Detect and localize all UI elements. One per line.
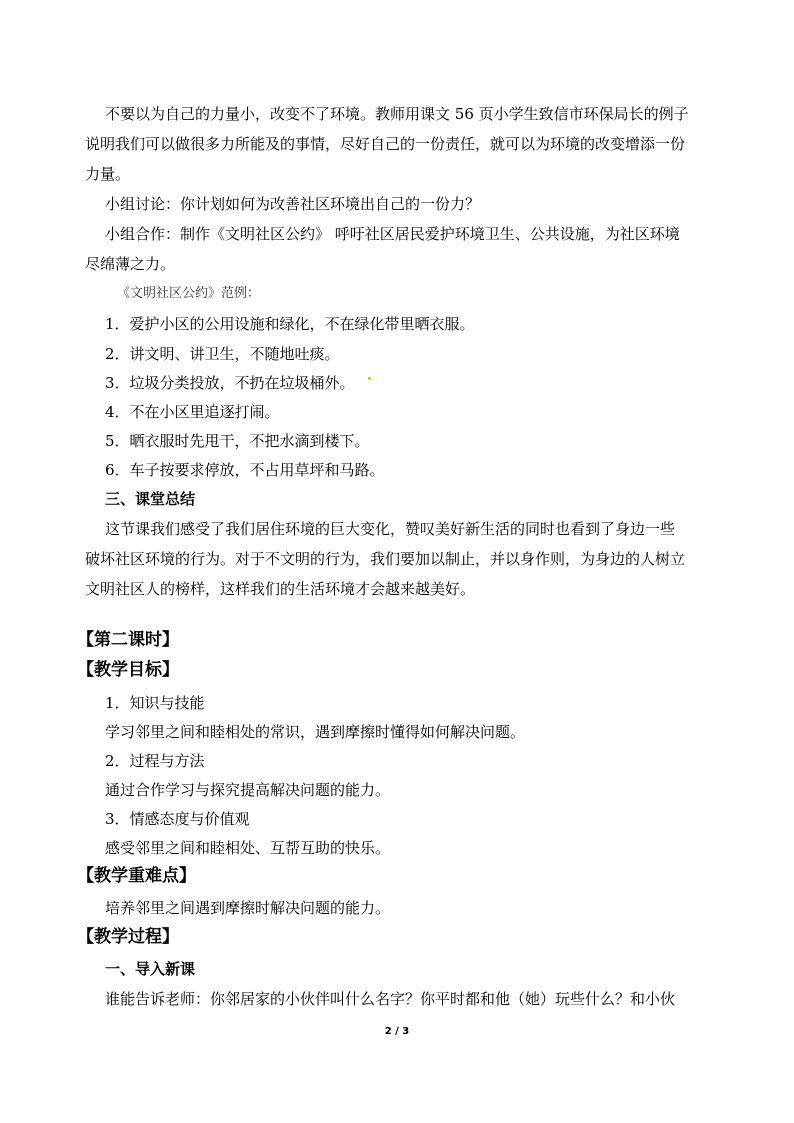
paragraph-line: 文明社区人的榜样，这样我们的生活环境才会越来越美好。 bbox=[85, 580, 476, 598]
page-number: 2 / 3 bbox=[384, 1026, 410, 1037]
list-item: 1．爱护小区的公用设施和绿化，不在绿化带里晒衣服。 bbox=[105, 315, 475, 333]
goals-heading: 【教学目标】 bbox=[77, 660, 179, 680]
paragraph-line: 小组讨论：你计划如何为改善社区环境出自己的一份力？ bbox=[105, 195, 481, 213]
list-item: 3．垃圾分类投放，不扔在垃圾桶外。 bbox=[105, 374, 355, 392]
paragraph-line: 说明我们可以做很多力所能及的事情，尽好自己的一份责任，就可以为环境的改变增添一份 bbox=[85, 135, 686, 153]
example-title: 《文明社区公约》范例： bbox=[117, 286, 261, 301]
paragraph-line: 小组合作：制作《文明社区公约》 呼吁社区居民爱护环境卫生、公共设施，为社区环境 bbox=[105, 225, 680, 243]
lesson-heading: 【第二课时】 bbox=[77, 630, 179, 650]
key-points-text: 培养邻里之间遇到摩擦时解决问题的能力。 bbox=[105, 899, 391, 917]
section-heading: 三、课堂总结 bbox=[105, 490, 196, 508]
goal-title: 2．过程与方法 bbox=[105, 752, 205, 770]
list-item: 2．讲文明、讲卫生，不随地吐痰。 bbox=[105, 345, 340, 363]
paragraph-line: 这节课我们感受了我们居住环境的巨大变化，赞叹美好新生活的同时也看到了身边一些 bbox=[105, 520, 676, 538]
key-points-heading: 【教学重难点】 bbox=[77, 866, 196, 886]
list-item: 5．晒衣服时先甩干，不把水滴到楼下。 bbox=[105, 432, 370, 450]
paragraph-line: 不要以为自己的力量小，改变不了环境。教师用课文 56 页小学生致信市环保局长的例子 bbox=[105, 105, 689, 123]
paragraph-line: 尽绵薄之力。 bbox=[85, 255, 176, 273]
ink-dot bbox=[368, 377, 371, 380]
paragraph-line: 力量。 bbox=[85, 165, 131, 183]
goal-text: 通过合作学习与探究提高解决问题的能力。 bbox=[105, 781, 391, 799]
goal-title: 1．知识与技能 bbox=[105, 694, 205, 712]
list-item: 6．车子按要求停放，不占用草坪和马路。 bbox=[105, 461, 385, 479]
goal-text: 感受邻里之间和睦相处、互帮互助的快乐。 bbox=[105, 839, 391, 857]
goal-text: 学习邻里之间和睦相处的常识，遇到摩擦时懂得如何解决问题。 bbox=[105, 723, 526, 741]
list-item: 4．不在小区里追逐打闹。 bbox=[105, 403, 280, 421]
section-heading: 一、导入新课 bbox=[105, 960, 196, 978]
process-heading: 【教学过程】 bbox=[77, 927, 179, 947]
paragraph-line: 破坏社区环境的行为。对于不文明的行为，我们要加以制止，并以身作则，为身边的人树立 bbox=[85, 550, 686, 568]
paragraph-line: 谁能告诉老师：你邻居家的小伙伴叫什么名字？你平时都和他（她）玩些什么？和小伙 bbox=[105, 990, 676, 1008]
goal-title: 3．情感态度与价值观 bbox=[105, 810, 250, 828]
